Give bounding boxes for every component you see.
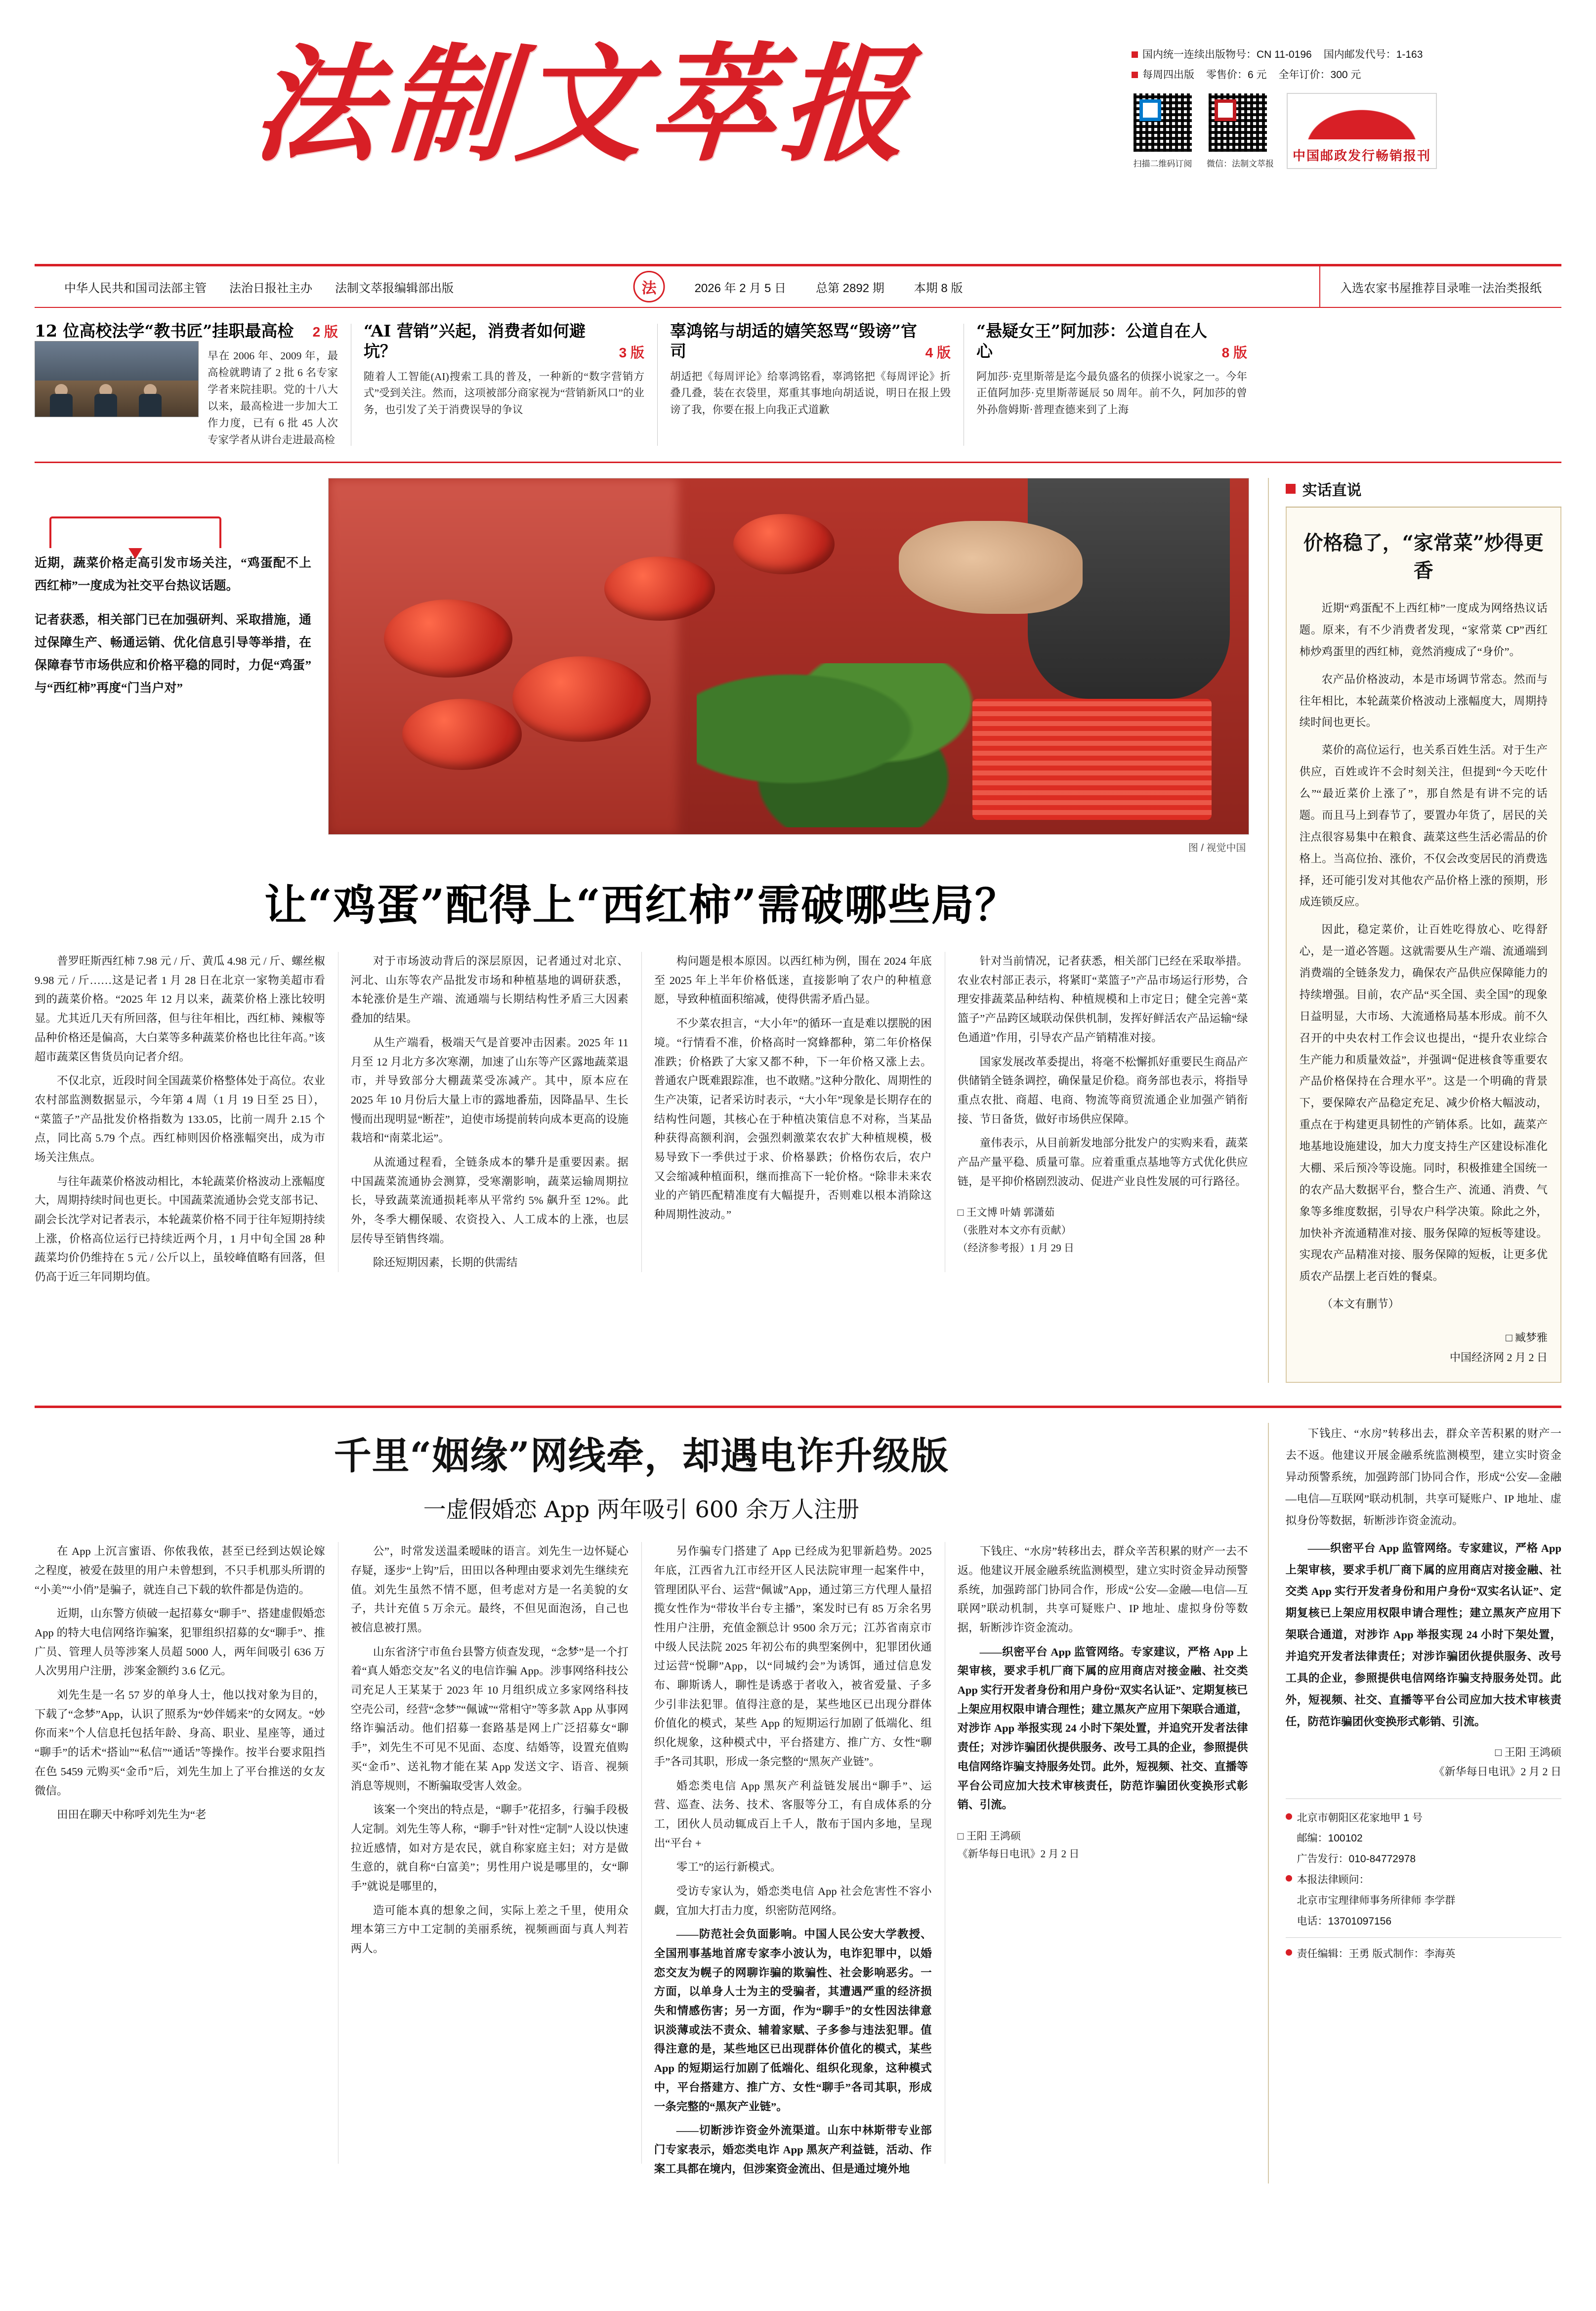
article-paragraph: 田田在聊天中称呼刘先生为“老: [57, 1808, 207, 1821]
teaser-page-number: 2 版: [312, 324, 338, 340]
hero-photo-block: [328, 478, 1248, 854]
wechat-qr-block[interactable]: [1207, 91, 1274, 169]
teaser-page-number: 8 版: [1221, 344, 1247, 360]
byline-contributor: （张胜对本文亦有贡献）: [957, 1224, 1072, 1236]
teaser-photo: [35, 341, 199, 417]
byline-authors: □ 王阳 王鸿硕: [1495, 1746, 1561, 1758]
bullet-icon: [1286, 1813, 1292, 1820]
sidebar-paragraph: 农产品价格波动，本是市场调节常态。然而与往年相比，本轮蔬菜价格波动上涨幅度大，周期持续时间也更长。: [1299, 673, 1548, 729]
photo-figure-body: [139, 394, 162, 417]
article-paragraph: 从生产端看，极端天气是首要冲击因素。2025 年 11 月至 12 月北方多次寒潮，加速了山东等产区露地蔬菜退市，并导致部分大棚蔬菜受冻减产。其中，原本应在 2025 年 10 月份后大量上市的露地番茄，因降晶早、生长慢而出现明显“断茬”，迫使市场提前转向成本更高的设施栽培和“南菜北运”。: [350, 1036, 629, 1145]
opinion-sidebar: [1268, 478, 1561, 1383]
sidebar-paragraph: 因此，稳定菜价，让百姓吃得放心、吃得舒心，是一道必答题。这就需要从生产端、流通端到消费端的全链条发力，确保农产品供应保障能力的持续增强。目前，农产品“买全国、卖全国”的现象日益明显，大市场、大流通格局基本形成。前不久召开的中央农村工作会议也提出，“提升农业综合生产能力和质量效益”，并强调“促进核食等重要农产品价格保持在合理水平”。这是一个明确的背景下，要保障农产品稳定充足、减少价格大幅波动，重点在于构建更具韧性的产销体系。比如，蔬菜产地基地设施建设，加大力度支持生产区建设标准化大棚、采后预冷等设施。同时，积极推建全国统一的农产品大数据平台，整合生产、流通、消费、气象等多维度数据，引导农户科学决策。除此之外，加快补齐流通精准对接、服务保障的短板等建设。实现农产品精准对接、服务保障的短板，让更多优质农产品摆上老百姓的餐桌。: [1299, 923, 1548, 1283]
sidebar-byline: [1286, 1743, 1561, 1782]
secondary-story-section: [35, 1408, 1561, 2183]
qr-code-icon[interactable]: [1132, 91, 1194, 154]
sidebar-byline: [1300, 1328, 1548, 1367]
hero-photo: [328, 478, 1249, 835]
publication-info-bar: [35, 264, 1561, 308]
byline-authors: □ 王文博 叶婧 郭潇茹: [957, 1206, 1055, 1219]
issn-number: 国内统一连续出版物号：CN 11-0196: [1142, 49, 1312, 60]
masthead-info: [1132, 30, 1561, 169]
sidebar-subhead: ——织密平台 App 监管网络。专家建议，严格 App 上架审核，要求手机厂商下属的应用商店对接金融、社交类 App 实行开发者身份和用户身份“双实名认证”、定期复核已上架应用权限申请合理性；建立黑灰产应用下架联合通道，对涉诈 App 举报实现 24 小时下架处置，并追究开发者法律责任；对涉诈骗团伙提供服务、改号工具的企业，参照提供电信网络诈骗支持服务处罚。此外，短视频、社交、直播等平台公司应加大技术审核责任，防范诈骗团伙变换形式彰销、引流。: [1285, 1541, 1561, 1728]
decorative-bracket-icon: [49, 516, 221, 548]
teaser-title[interactable]: “悬疑女王”阿加莎：公道自在人心: [976, 321, 1207, 361]
article-paragraph: 该案一个突出的特点是，“聊手”花招多，行骗手段极人定制。刘先生等人称，“聊手”针对性“定制”人设以快速拉近感情，如对方是农民，就自称家庭主妇；对方是做生意的，就自称“白富美”；男性用户说是哪里的，女“聊手”就说是哪里的，: [350, 1803, 629, 1892]
colophon-legal-phone-row: [1286, 1912, 1561, 1931]
teaser-title[interactable]: 辜鸿铭与胡适的嬉笑怒骂“毁谤”官司: [670, 321, 917, 361]
lead-article-body: [35, 952, 1248, 1292]
secondary-headline: 千里“姻缘”网线牵，却遇电诈升级版: [334, 1434, 949, 1478]
article-byline: [958, 1204, 1248, 1257]
sidebar-article-title: 价格稳了，“家常菜”炒得更香: [1303, 531, 1544, 583]
teaser-header: [35, 321, 338, 341]
article-subhead: ——织密平台 App 监管网络。专家建议，严格 App 上架审核，要求手机厂商下属的应用商店对接金融、社交类 App 实行开发者身份和用户身份“双实名认证”、定期复核已上架应用权限申请合理性；建立黑灰产应用下架联合通道，对涉诈 App 举报实现 24 小时下架处置，并追究开发者法律责任；对涉诈骗团伙提供服务、改号工具的企业，参照提供电信网络诈骗支持服务处罚。此外，短视频、社交、直播等平台公司应加大技术审核责任，防范诈骗团伙变换形式彰销、引流。: [957, 1645, 1248, 1811]
secondary-subheadline: 一虚假婚恋 App 两年吸引 600 余万人注册: [423, 1496, 859, 1523]
teaser-body-row: [35, 341, 338, 449]
article-column: [338, 952, 641, 1292]
teaser-title[interactable]: 12 位高校法学“教书匠”挂职最高检: [35, 321, 294, 341]
sidebar-article: [1286, 508, 1561, 1383]
masthead-title-area: [35, 30, 1132, 179]
byline-source: 《新华每日电讯》2 月 2 日: [957, 1847, 1080, 1860]
photo-credit: 图 / 视觉中国: [1188, 843, 1246, 854]
article-column: [945, 952, 1248, 1292]
teaser-item[interactable]: [351, 321, 657, 449]
subscribe-qr-caption: 扫描二维码订阅: [1133, 159, 1192, 169]
sidebar-paragraph: 近期“鸡蛋配不上西红柿”一度成为网络热议话题。原来，有不少消费者发现，“家常菜 CP”西红柿炒鸡蛋里的西红柿，竟然消瘦成了“身价”。: [1299, 602, 1548, 658]
article-paragraph: 下钱庄、“水房”转移出去，群众辛苦积累的财产一去不返。他建议开展金融系统监测模型，建立实时资金异动预警系统，加强跨部门协同合作，形成“公安—金融—电信—互联网”联动机制，共享可疑账户、IP 地址、虚拟身份等数据，斩断涉诈资金流动。: [957, 1545, 1248, 1634]
sponsor-label: 法治日报社主办: [229, 281, 312, 295]
wechat-qr-caption: 微信：法制文萃报: [1207, 159, 1274, 169]
article-column: [641, 1542, 945, 2183]
annual-price: 全年订价：300 元: [1278, 69, 1361, 81]
article-paragraph: 刘先生是一名 57 岁的单身人士，他以找对象为目的，下载了“念梦”App，认识了照系为“妙伴嫣来”的女网友。“妙你而来”个人信息托包括年龄、身高、职业、星座等，通过“聊手”的话术“搭讪”“私信”“通话”等操作。按半台要求阻挡在色 5459 元购买“金币”后，刘先生加上了平台推送的女友微信。: [35, 1689, 325, 1797]
teaser-summary: 阿加莎·克里斯蒂是迄今最负盛名的侦探小说家之一。今年正值阿加莎·克里斯蒂诞辰 50 周年。前不久，阿加莎的曾外孙詹姆斯·普理查德来到了上海: [976, 370, 1247, 416]
shopping-basket-shape: [972, 699, 1212, 820]
article-paragraph: 受访专家认为，婚恋类电信 App 社会危害性不容小觑，宜加大打击力度，织密防范网络。: [654, 1884, 932, 1917]
photo-figure-body: [50, 394, 73, 417]
article-paragraph: 从流通过程看，全链条成本的攀升是重要因素。据中国蔬菜流通协会测算，受寒潮影响，蔬菜运输周期拉长，导致蔬菜流通损耗率从平常约 5% 飙升至 12%。此外，冬季大棚保暖、农资投入、人工成本的上涨，也层层传导至销售终端。: [350, 1156, 629, 1245]
colophon-legal-phone: 电话：13701097156: [1297, 1915, 1392, 1927]
article-paragraph: 对于市场波动背后的深层原因，记者通过对北京、河北、山东等农产品批发市场和种植基地的调研获悉，本轮涨价是生产端、流通端与长期结构性矛盾三大因素叠加的结果。: [350, 955, 629, 1025]
colophon-legal-firm-row: [1286, 1891, 1561, 1910]
colophon: [1286, 1798, 1561, 1964]
main-content: [35, 463, 1561, 1383]
teaser-item[interactable]: [35, 321, 351, 449]
teaser-title[interactable]: “AI 营销”兴起，消费者如何避坑？: [364, 321, 586, 361]
lead-story-column: [35, 478, 1268, 1383]
article-paragraph: 另作骗专门搭建了 App 已经成为犯罪新趋势。2025 年底，江西省九江市经开区人民法院审理一起案件中，管理团队平台、运营“佩诚”App，通过第三方代理人量招揽女性作为“带妆半台专主播”，案发时已有 85 万余名男性用户注册，充值金额总计 9500 余万元；江苏省南京市中级人民法院 2025 年初公布的典型案例中，犯罪团伙通过运营“悦聊”App，以“同城约会”为诱饵，通过信息发布、聊斯诱人，聊性是诱惑于者收入，被省爱量、子多少引非法犯罪。值得注意的是，某些地区已出现分群体价值化的模式，某些 App 的短期运行加剧了低端化、组织化规象，这种模式中，平台搭建方、推广方、女性“聊手”各司其职，形成一条完整的“黑灰产业链”。: [654, 1545, 932, 1768]
emblem-icon: 法: [633, 271, 665, 302]
sidebar-paragraph: （本文有删节）: [1321, 1298, 1400, 1311]
teaser-item[interactable]: [964, 321, 1260, 449]
publisher-label: 法制文萃报编辑部出版: [335, 281, 454, 295]
colophon-legal-title: 本报法律顾问：: [1297, 1874, 1370, 1886]
publisher-info: [35, 278, 454, 296]
teaser-item[interactable]: [657, 321, 964, 449]
colophon-editor: 责任编辑：王勇 版式制作：李海英: [1297, 1948, 1456, 1960]
photo-figure-body: [94, 394, 117, 417]
qr-code-icon[interactable]: [1207, 91, 1269, 154]
teaser-page-number: 4 版: [925, 344, 951, 360]
article-subhead: ——切断涉诈资金外流渠道。山东中林斯带专业部门专家表示，婚恋类电诈 App 黑灰产利益链，活动、作案工具都在境内，但涉案资金流出、但是通过境外地: [654, 2124, 932, 2175]
byline-source: 《新华每日电讯》2 月 2 日: [1433, 1765, 1561, 1778]
lead-intro-paragraph: 近期，蔬菜价格走高引发市场关注，“鸡蛋配不上西红柿”一度成为社交平台热议话题。: [35, 556, 311, 593]
teaser-summary: 随着人工智能(AI)搜索工具的普及，一种新的“数字营销方式”受到关注。然而，这项被部分商家视为“营销新风口”的业务，也引发了关于消费误导的争议: [364, 370, 644, 416]
article-paragraph: 近期，山东警方侦破一起招募女“聊手”、搭建虚假婚恋 App 的特大电信网络诈骗案，犯罪组织招募的女“聊手”、推广员、管理人员等涉案人员超 5000 人，两年间吸引 636 万人次男用户注册，涉案金额约 3.6 亿元。: [35, 1607, 325, 1677]
award-label: 入选农家书屋推荐目录唯一法治类报纸: [1319, 266, 1561, 307]
colophon-postcode: 邮编：100102: [1297, 1833, 1363, 1844]
postal-code: 国内邮发代号：1-163: [1323, 49, 1423, 60]
colophon-postcode-row: [1286, 1829, 1561, 1848]
article-paragraph: 针对当前情况，记者获悉，相关部门已经在采取举措。农业农村部正表示，将紧盯“菜篮子”产品市场运行形势，合理安排蔬菜品种结构、种植规模和上市定日；健全完善“菜篮子”产品跨区域联动保供机制，发挥好鲜活农产品运输“绿色通道”作用，引导农产品产销精准对接。: [957, 955, 1248, 1044]
secondary-article-body: [35, 1542, 1248, 2183]
sidebar-paragraph: 下钱庄、“水房”转移出去，群众辛苦积累的财产一去不返。他建议开展金融系统监测模型，建立实时资金异动预警系统，加强跨部门协同合作，形成“公安—金融—电信—互联网”联动机制，共享可疑账户、IP 地址、虚拟身份等数据，斩断涉诈资金流动。: [1285, 1427, 1561, 1527]
secondary-sidebar: [1268, 1423, 1561, 2183]
colophon-legal-firm: 北京市宝理律师事务所律师 李学群: [1297, 1894, 1456, 1906]
article-paragraph: 除还短期因素，长期的供需结: [373, 1256, 518, 1269]
sidebar-section-label: 实话直说: [1302, 482, 1362, 500]
article-paragraph: 造可能本真的想象之间，实际上差之千里，使用众埋本第三方中工定制的美丽系统，视频画面与真人判若两人。: [350, 1904, 629, 1955]
colophon-address: 北京市朝阳区花家地甲 1 号: [1297, 1812, 1423, 1824]
tomato-shape: [733, 514, 835, 574]
logo-swoosh-icon: [1288, 97, 1436, 139]
top-teaser-strip: [35, 308, 1561, 463]
article-column: [641, 952, 945, 1292]
page-count: 本期 8 版: [914, 281, 963, 295]
retail-price: 零售价：6 元: [1206, 69, 1267, 81]
article-paragraph: 零工”的运行新模式。: [676, 1861, 782, 1874]
teaser-header: [670, 321, 951, 362]
colophon-ad-phone: 广告发行：010-84772978: [1297, 1853, 1416, 1865]
article-subhead: ——防范社会负面影响。中国人民公安大学教授、全国刑事基地首席专家李小波认为，电诈犯罪中，以婚恋交友为幌子的网聊诈骗的欺骗性、社会影响恶劣。一方面，以单身人士为主的受骗者，其遭遇严重的经济损失和情感伤害；另一方面，作为“聊手”的女性因法律意识淡薄或法不责众、辅着家赋、子多参与违法犯罪。值得注意的是，某些地区已出现群体价值化的模式，某些 App 的短期运行加剧了低端化、组织化现象，这种模式中，平台搭建方、推广方、女性“聊手”各司其职，形成一条完整的“黑灰产业链”。: [654, 1928, 932, 2113]
page-title: 法制文萃报: [248, 31, 918, 179]
colophon-address-row: [1286, 1809, 1561, 1828]
teaser-summary: 早在 2006 年、2009 年，最高检就聘请了 2 批 6 名专家学者来院挂职。党的十八大以来，最高检进一步加大工作力度，已有 6 批 45 人次专家学者从讲台走进最高检: [208, 350, 338, 446]
issue-info: [633, 271, 963, 302]
square-marker-icon: [1286, 484, 1296, 494]
supervisor-label: 中华人民共和国司法部主管: [64, 281, 207, 295]
post-logo-label: 中国邮政发行畅销报刊: [1292, 148, 1431, 163]
issn-line: [1132, 47, 1556, 63]
article-paragraph: 不仅北京，近段时间全国蔬菜价格整体处于高位。农业农村部监测数据显示，今年第 4 周（1 月 19 日至 25 日），“菜篮子”产品批发价格指数为 133.05，比前一周升 2.15 个点，同比高 5.79 个点。西红柿则因价格涨幅突出，成为市场关注焦点。: [35, 1074, 325, 1163]
sidebar-author: □ 臧梦雅: [1506, 1331, 1548, 1344]
tomato-shape: [384, 599, 513, 678]
bullet-icon: [1286, 1875, 1292, 1882]
publish-frequency: 每周四出版: [1142, 69, 1194, 81]
tomato-shape: [512, 656, 650, 742]
lead-intro-paragraph: 记者获悉，相关部门已在加强研判、采取措施，通过保障生产、畅通运销、优化信息引导等举措，在保障春节市场供应和价格平稳的同时，力促“鸡蛋”与“西红柿”再度“门当户对”: [35, 613, 311, 695]
article-column: [945, 1542, 1248, 2183]
lead-headline: 让“鸡蛋”配得上“西红柿”需破哪些局？: [264, 880, 1018, 931]
qr-code-group: [1132, 91, 1556, 169]
bullet-icon: [1286, 1949, 1292, 1956]
sidebar-paragraph: 菜价的高位运行，也关系百姓生活。对于生产供应，百姓或许不会时刻关注，但提到“今天吃什么”“最近菜价上涨了”，那自然是有讲不完的话题。而且马上到春节了，要置办年货了，居民的关注点很容易集中在粮食、蔬菜这些生活必需品的价格上。当高位抬、涨价，不仅会改变居民的消费选择，还可能引发对其他农产品价格上涨的预期，形成连锁反应。: [1299, 744, 1548, 908]
article-paragraph: 与往年蔬菜价格波动相比，本轮蔬菜价格波动上涨幅度大，周期持续时间也更长。中国蔬菜流通协会党支部书记、副会长沈学对记者表示，本轮蔬菜价格不同于往年短期持续上涨，价格高位运行已持续近两个月，1 月中旬全国 28 种蔬菜均价仍维持在 5 元 / 公斤以上，虽较峰值略有回落，但仍高于近三年同期均值。: [35, 1175, 325, 1284]
secondary-story-column: [35, 1423, 1268, 2183]
tomato-shape: [402, 699, 522, 770]
publish-date: 2026 年 2 月 5 日: [694, 281, 787, 295]
article-paragraph: 不少菜农担言，“大小年”的循环一直是难以摆脱的困境。“行情看不准，价格高时一窝蜂都种，第二年价格保准跌；价格跌了大家又都不种，下一年价格又涨上去。普通农户既难跟踪准，也不敢赌。”这种分散化、周期性的生产决策，记者采访时表示，“大小年”现象是长期存在的结构性问题，其核心在于种植决策信息不对称，当某品种获得高额利润，会强烈刺激菜农农扩大种植规模，极易导致下一季供过于求、价格暴跌；价格伤农后，农户又会缩减种植面积，继而推高下一轮价格。“除非未来农业的产销匹配精准度有大幅提升，否则难以根本消除这种周期性波动。”: [654, 1017, 932, 1221]
article-byline: [958, 1828, 1248, 1863]
sidebar-section-header: [1286, 478, 1561, 508]
article-column: [35, 952, 338, 1292]
square-bullet-icon: [1132, 72, 1138, 78]
article-paragraph: 公”，时常发送温柔暧昧的语言。刘先生一边怀疑心存疑，逐步“上钩”后，田田以各种理由要求刘先生继续充值。刘先生虽然不情不愿，但考虑对方是一名美貌的女子，共计充值 5 万余元。最终，不但见面泡汤，自己也被信息被打黑。: [350, 1545, 629, 1634]
hero-block: [35, 478, 1248, 854]
masthead: [35, 0, 1561, 257]
sidebar-source: 中国经济网 2 月 2 日: [1449, 1351, 1548, 1364]
square-bullet-icon: [1132, 51, 1138, 58]
post-distribution-logo: [1287, 93, 1437, 169]
publication-line: [1132, 67, 1556, 83]
byline-authors: □ 王阳 王鸿硕: [957, 1830, 1021, 1842]
article-paragraph: 山东省济宁市鱼台县警方侦查发现，“念梦”是一个打着“真人婚恋交友”名义的电信诈骗 App。涉事网络科技公司充足人王某某于 2023 年 10 月组织成立多家网络科技空壳公司，经营“念梦”“佩诚”“常相守”等多款 App 从事网络诈骗活动。他们招募一套路基是网上广泛招募女“聊手”，刘先生不可见不见面、态度、结婚等，设置充值购买“金币”、送礼物才能在某 App 发送文字、语音、视频消息等规则，不断骗取受害人效金。: [350, 1645, 629, 1792]
teaser-header: [364, 321, 644, 362]
issue-number: 总第 2892 期: [816, 281, 884, 295]
leafy-greens-shape: [697, 663, 1009, 827]
teaser-page-number: 3 版: [619, 344, 644, 360]
byline-source: （经济参考报）1 月 29 日: [957, 1241, 1074, 1254]
hand-holding-tomato: [899, 521, 1083, 613]
article-paragraph: 国家发展改革委提出，将毫不松懈抓好重要民生商品产供储销全链条调控，确保量足价稳。商务部也表示，将指导重点农批、商超、电商、物流等商贸流通企业加强产销衔接、节日备货，做好市场供应保障。: [957, 1055, 1248, 1125]
teaser-summary: 胡适把《每周评论》给辜鸿铭看，辜鸿铭把《每周评论》折叠几叠，装在衣袋里，郑重其事地向胡适说，明日在报上毁谤了我，你要在报上向我正式道歉: [670, 370, 951, 416]
teaser-header: [976, 321, 1247, 362]
lead-intro-note: [35, 478, 311, 854]
subscribe-qr-block[interactable]: [1132, 91, 1194, 169]
article-paragraph: 构问题是根本原因。以西红柿为例，围在 2024 年底至 2025 年上半年价格低迷，直接影响了农户的种植意愿，导致种植面积缩减，使得供需矛盾凸显。: [654, 955, 932, 1006]
colophon-legal-row: [1286, 1871, 1561, 1889]
colophon-editor-row: [1286, 1937, 1561, 1964]
tomato-shape: [604, 556, 714, 621]
article-column: [338, 1542, 641, 2183]
article-paragraph: 在 App 上沉言蜜语、你侬我侬，甚至已经到达娱论嫁之程度，被爱在鼓里的用户未曾想到，不只手机那头所谓的“小美”“小俏”是骗子，就连自己下载的软件都是伪造的。: [35, 1545, 325, 1596]
article-paragraph: 普罗旺斯西红柿 7.98 元 / 斤、黄瓜 4.98 元 / 斤、螺丝椒 9.98 元 / 斤……这是记者 1 月 28 日在北京一家物美超市看到的蔬菜价格。“2025 年 12 月以来，蔬菜价格上涨比较明显。尤其近几天有所回落，但与往年相比，西红柿、辣椒等品种价格还是偏高，大白菜等多种蔬菜价格也比往年高。”该超市蔬菜区售货员向记者介绍。: [35, 955, 325, 1063]
colophon-ad-row: [1286, 1850, 1561, 1869]
article-paragraph: 童伟表示，从目前新发地部分批发户的实购来看，蔬菜产品产量平稳、质量可靠。应着重重点基地等方式优化供应链，是平抑价格剧烈波动、促进产业良性发展的可行路径。: [957, 1137, 1248, 1188]
article-paragraph: 婚恋类电信 App 黑灰产利益链发展出“聊手”、运营、巡查、法务、技术、客服等分工，有自成体系的分工，团伙人员动辄成百上千人，散布于国内多地，呈现出“平台 +: [654, 1779, 932, 1849]
article-column: [35, 1542, 338, 2183]
